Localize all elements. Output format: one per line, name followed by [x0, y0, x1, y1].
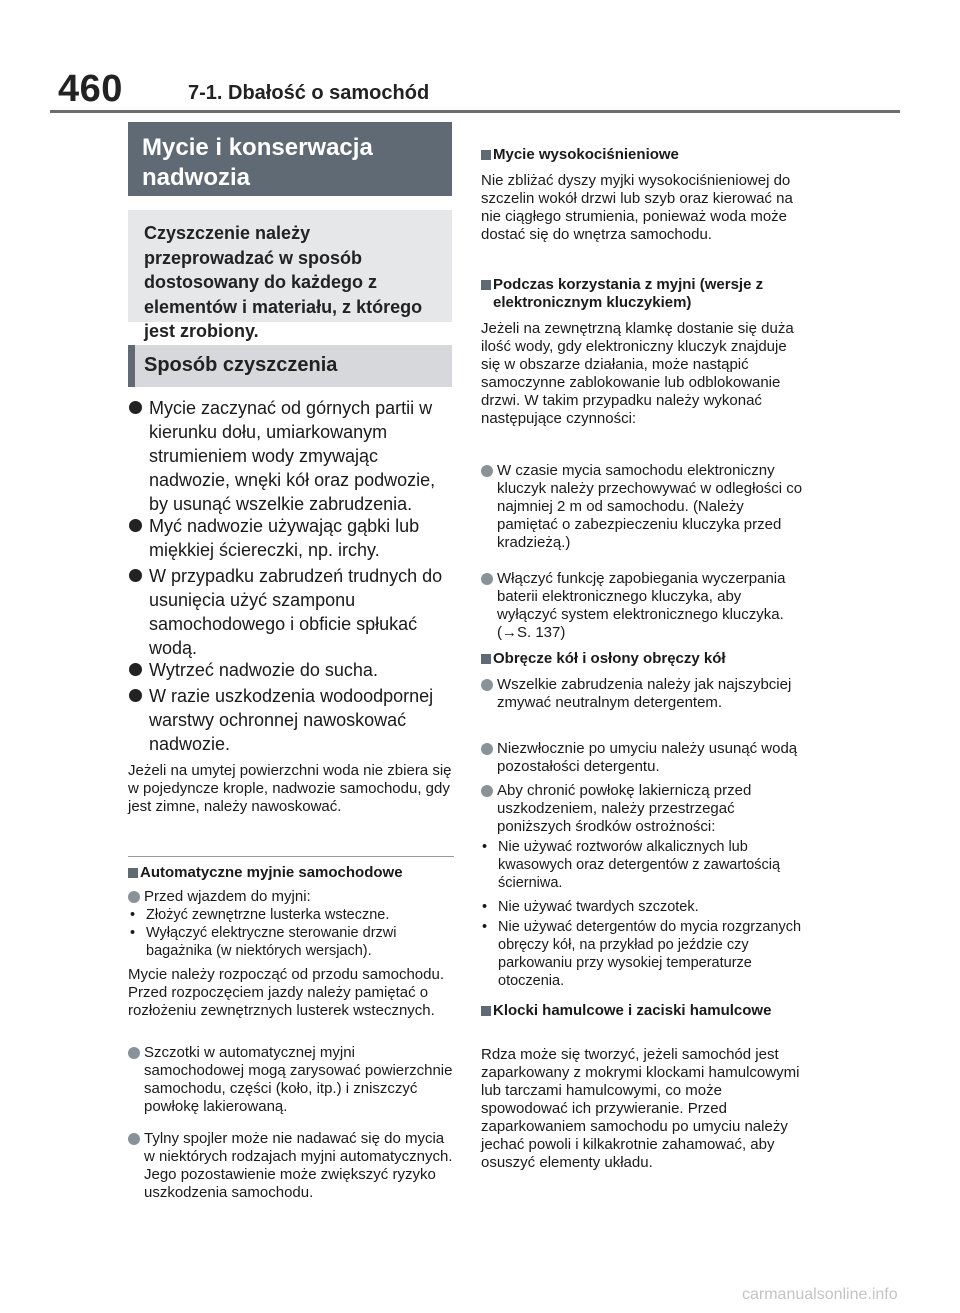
- list-item: Aby chronić powłokę lakierniczą przed uszkodzeniem, należy przestrzegać poniższych środków ostrożności:: [481, 782, 803, 836]
- page-title: Mycie i konserwacja nadwozia: [142, 134, 373, 191]
- list-item: Szczotki w automatycznej myjni samochodowej mogą zarysować powierzchnie samochodu, części (koło, itp.) i zniszczyć powłokę lakierowaną.: [128, 1044, 454, 1116]
- bullet-dot-icon: [129, 519, 142, 532]
- bullet-dot-icon: [481, 465, 493, 477]
- bullet-dot-icon: [128, 891, 140, 903]
- bullet-dot-icon: [128, 1133, 140, 1145]
- main-bullet: W razie uszkodzenia wodoodpornej warstwy ochronnej nawoskować nadwozie.: [128, 684, 454, 756]
- wax-note: Jeżeli na umytej powierzchni woda nie zbiera się w pojedyncze krople, nadwozie samochodu, gdy jest zimne, należy nawoskować.: [128, 762, 452, 815]
- bullet-dot-icon: [129, 689, 142, 702]
- list-item: Przed wjazdem do myjni:: [128, 888, 454, 906]
- start-note: Mycie należy rozpocząć od przodu samochodu. Przed rozpoczęciem jazdy należy pamiętać o rozłożeniu zewnętrznych lusterek wstecznych.: [128, 966, 444, 1019]
- high-pressure-text: Nie zbliżać dyszy myjki wysokociśnieniowej do szczelin wokół drzwi lub szyb oraz kierować na nie ciągłego strumienia, ponieważ woda może dostać się do wnętrza samochodu.: [481, 172, 793, 243]
- header-divider: [50, 110, 900, 113]
- high-pressure-heading: Mycie wysokociśnieniowe: [481, 146, 803, 164]
- main-bullet: Myć nadwozie używając gąbki lub miękkiej ściereczki, np. irchy.: [128, 514, 454, 562]
- list-item: Tylny spojler może nie nadawać się do mycia w niektórych rodzajach myjni automatycznych. Jego pozostawienie może zwiększyć ryzyko uszkodzenia samochodu.: [128, 1130, 454, 1202]
- list-item: W czasie mycia samochodu elektroniczny kluczyk należy przechowywać w odległości co najmniej 2 m od samochodu. (Należy pamiętać o zabezpieczeniu kluczyka przed kradzieżą.): [481, 462, 803, 552]
- main-bullet: Wytrzeć nadwozie do sucha.: [128, 658, 454, 682]
- sub-list-item: • Złożyć zewnętrzne lusterka wsteczne.: [130, 907, 390, 923]
- wheels-heading: Obręcze kół i osłony obręczy kół: [481, 650, 803, 668]
- bullet-dot-icon: [129, 401, 142, 414]
- smart-key-text: Jeżeli na zewnętrzną klamkę dostanie się duża ilość wody, gdy elektroniczny kluczyk znajduje się w obszarze działania, może nastąpić samoczynne zablokowanie lub odblokowanie drzwi. W takim przypadku należy wykonać następujące czynności:: [481, 320, 794, 427]
- sub-list-item: • Nie używać twardych szczotek.: [482, 899, 699, 915]
- bullet-dot-icon: [481, 743, 493, 755]
- list-item: Wszelkie zabrudzenia należy jak najszybciej zmywać neutralnym detergentem.: [481, 676, 803, 712]
- chapter-title: 7-1. Dbałość o samochód: [188, 82, 430, 104]
- section-title: Sposób czyszczenia: [144, 354, 338, 376]
- bullet-dot-icon: [128, 1047, 140, 1059]
- bullet-dot-icon: [481, 573, 493, 585]
- watermark: carmanualsonline.info: [742, 1286, 898, 1303]
- section-accent-bar: [128, 345, 135, 387]
- square-bullet-icon: [481, 1006, 491, 1016]
- title-box: [128, 122, 452, 196]
- main-bullet: Mycie zaczynać od górnych partii w kierunku dołu, umiarkowanym strumieniem wody zmywając nadwozie, wnęki kół oraz podwozie, by usunąć wszelkie zabrudzenia.: [128, 396, 454, 516]
- list-item: Niezwłocznie po umyciu należy usunąć wodą pozostałości detergentu.: [481, 740, 803, 776]
- auto-wash-heading: Automatyczne myjnie samochodowe: [128, 864, 458, 882]
- intro-text: Czyszczenie należy przeprowadzać w sposób dostosowany do każdego z elementów i materiału, z którego jest zrobiony.: [144, 223, 423, 341]
- page-number: 460: [58, 68, 123, 110]
- section-header: [128, 345, 452, 387]
- main-bullet: W przypadku zabrudzeń trudnych do usunięcia użyć szamponu samochodowego i obficie spłukać wodą.: [128, 564, 454, 660]
- brakes-text: Rdza może się tworzyć, jeżeli samochód jest zaparkowany z mokrymi klockami hamulcowymi lub tarczami hamulcowymi, co może spowodować ich przywieranie. Przed zaparkowaniem samochodu po umyciu należy jechać powoli i kilkakrotnie zahamować, aby osuszyć elementy układu.: [481, 1046, 800, 1171]
- square-bullet-icon: [481, 150, 491, 160]
- bullet-dot-icon: [481, 679, 493, 691]
- intro-box: [128, 210, 452, 341]
- divider: [128, 856, 454, 857]
- smart-key-heading: Podczas korzystania z myjni (wersje z elektronicznym kluczykiem): [481, 276, 803, 312]
- sub-list-item: • Wyłączyć elektryczne sterowanie drzwi bagażnika (w niektórych wersjach).: [130, 925, 397, 959]
- bullet-dot-icon: [129, 663, 142, 676]
- square-bullet-icon: [481, 280, 491, 290]
- bullet-dot-icon: [481, 785, 493, 797]
- brakes-heading: Klocki hamulcowe i zaciski hamulcowe: [481, 1002, 803, 1020]
- sub-list-item: • Nie używać detergentów do mycia rozgrzanych obręczy kół, na przykład po jeździe czy parkowaniu przy wysokiej temperaturze otoczenia.: [482, 919, 802, 989]
- square-bullet-icon: [128, 868, 138, 878]
- bullet-dot-icon: [129, 569, 142, 582]
- list-item: Włączyć funkcję zapobiegania wyczerpania baterii elektronicznego kluczyka, aby wyłączyć system elektronicznego kluczyka. (→S. 137): [481, 570, 803, 642]
- sub-list-item: • Nie używać roztworów alkalicznych lub kwasowych oraz detergentów z zawartością ścierniwa.: [482, 839, 781, 891]
- square-bullet-icon: [481, 654, 491, 664]
